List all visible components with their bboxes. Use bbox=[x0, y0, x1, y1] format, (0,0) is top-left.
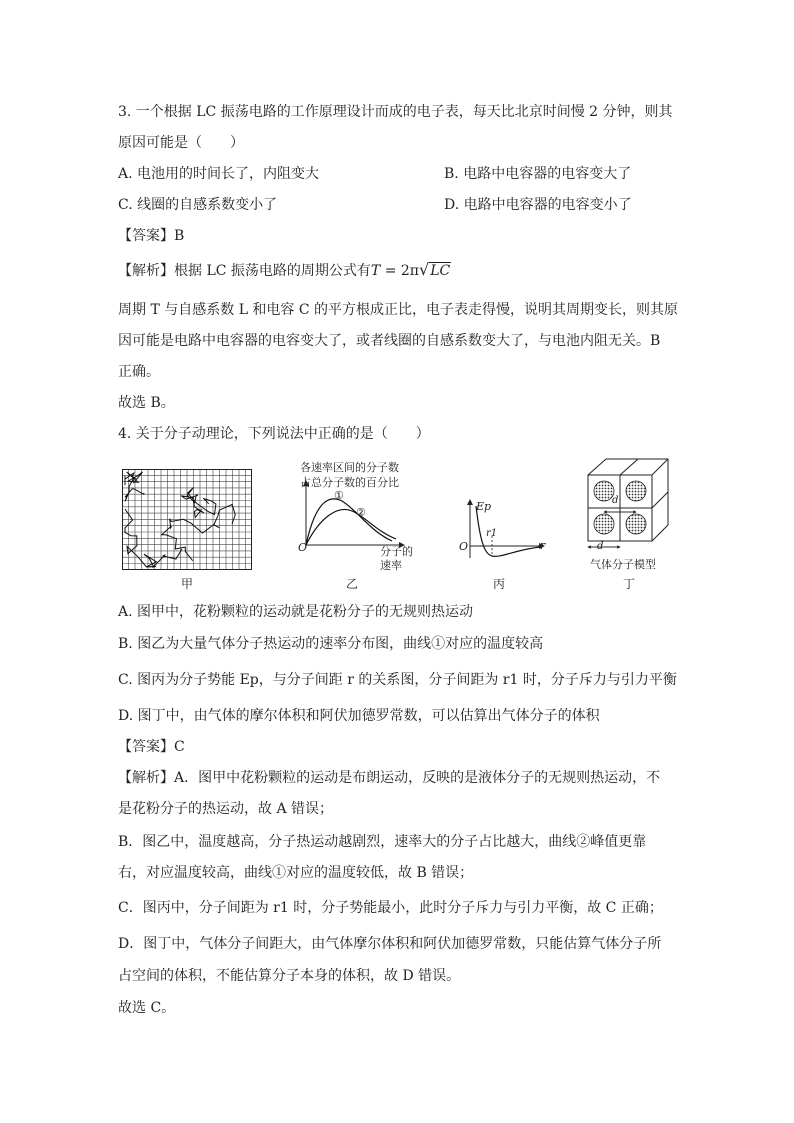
q4-stem: 4. 关于分子动理论，下列说法中正确的是（ ） bbox=[118, 426, 430, 442]
figure-bing-r1-label: r1 bbox=[486, 528, 498, 539]
formula-equals: = 2π bbox=[380, 263, 420, 279]
q4-analysis-line4: 右，对应温度较高，曲线①对应的温度较低，故 B 错误； bbox=[118, 865, 474, 881]
q3-option-a: A. 电池用的时间长了，内阻变大 bbox=[118, 166, 320, 182]
q3-option-c: C. 线圈的自感系数变小了 bbox=[118, 197, 278, 213]
figure-bing-xlabel: r bbox=[540, 539, 546, 552]
q4-analysis-line1: 【解析】A．图甲中花粉颗粒的运动是布朗运动，反映的是液体分子的无规则热运动，不 bbox=[118, 770, 661, 786]
figure-yi-xlabel-line2: 速率 bbox=[380, 559, 402, 572]
q4-answer: 【答案】C bbox=[118, 739, 185, 755]
q4-option-b: B. 图乙为大量气体分子热运动的速率分布图，曲线①对应的温度较高 bbox=[118, 636, 544, 652]
figure-bing-potential-energy bbox=[458, 496, 550, 568]
q4-analysis-line2: 是花粉分子的热运动，故 A 错误； bbox=[118, 801, 334, 817]
formula-period-symbol: T bbox=[370, 263, 381, 279]
figure-yi-ylabel-line2: 占总分子数的百分比 bbox=[300, 476, 399, 489]
q4-analysis-line6: D．图丁中，气体分子间距大，由气体摩尔体积和阿伏加德罗常数，只能估算气体分子所 bbox=[118, 936, 662, 952]
figure-yi-curve1-label: ① bbox=[334, 489, 344, 502]
q3-stem-line2: 原因可能是（ ） bbox=[118, 135, 244, 151]
q4-analysis-line3: B．图乙中，温度越高，分子热运动越剧烈，速率大的分子占比越大，曲线②峰值更靠 bbox=[118, 834, 647, 850]
figure-ding-d-outer: d bbox=[597, 541, 604, 552]
q4-conclusion: 故选 C。 bbox=[118, 1000, 176, 1016]
q3-conclusion: 故选 B。 bbox=[118, 395, 175, 411]
figure-yi-xlabel-line1: 分子的 bbox=[380, 545, 413, 558]
sqrt-icon: √ bbox=[419, 260, 430, 279]
q3-analysis-line2: 因可能是电路中电容器的电容变大了，或者线圈的自感系数变大了，与电池内阻无关。B bbox=[118, 333, 661, 349]
figure-ding-d-inner: d bbox=[612, 495, 619, 506]
formula-radicand: LC bbox=[430, 263, 451, 279]
q3-analysis-prefix: 【解析】根据 LC 振荡电路的周期公式有 bbox=[118, 263, 371, 279]
figure-ding-model-label: 气体分子模型 bbox=[590, 558, 656, 571]
q3-option-d: D. 电路中电容器的电容变小了 bbox=[444, 197, 632, 213]
figure-yi-caption: 乙 bbox=[345, 577, 358, 591]
figure-ding-caption: 丁 bbox=[622, 577, 635, 591]
q3-analysis-formula-line bbox=[118, 260, 451, 281]
figure-jia-brownian-motion bbox=[122, 469, 252, 570]
figure-yi-ylabel-line1: 各速率区间的分子数 bbox=[300, 461, 399, 474]
figure-bing-origin: O bbox=[459, 540, 469, 553]
figure-yi-origin: O bbox=[298, 541, 308, 554]
figure-jia-caption: 甲 bbox=[180, 577, 193, 591]
q3-stem-line1: 3. 一个根据 LC 振荡电路的工作原理设计而成的电子表，每天比北京时间慢 2 分钟，则其 bbox=[118, 104, 673, 120]
q4-analysis-line5: C．图丙中，分子间距为 r1 时，分子势能最小，此时分子斥力与引力平衡，故 C 正确； bbox=[118, 900, 663, 916]
q4-analysis-line7: 占空间的体积，不能估算分子本身的体积，故 D 错误。 bbox=[118, 968, 461, 984]
q4-option-c: C. 图丙为分子势能 Ep，与分子间距 r 的关系图，分子间距为 r1 时，分子斥力与引力平衡 bbox=[118, 672, 677, 688]
q3-analysis-line3: 正确。 bbox=[118, 364, 160, 380]
q4-option-d: D. 图丁中，由气体的摩尔体积和阿伏加德罗常数，可以估算出气体分子的体积 bbox=[118, 708, 600, 724]
q3-analysis-line1: 周期 T 与自感系数 L 和电容 C 的平方根成正比，电子表走得慢，说明其周期变长，则其原 bbox=[118, 302, 679, 318]
q3-option-b: B. 电路中电容器的电容变大了 bbox=[444, 166, 632, 182]
q4-option-a: A. 图甲中，花粉颗粒的运动就是花粉分子的无规则热运动 bbox=[118, 604, 474, 620]
figure-yi-curve2-label: ② bbox=[356, 506, 366, 519]
q3-answer: 【答案】B bbox=[118, 228, 185, 244]
figure-bing-ylabel: Ep bbox=[476, 500, 492, 513]
figure-bing-caption: 丙 bbox=[492, 577, 505, 591]
